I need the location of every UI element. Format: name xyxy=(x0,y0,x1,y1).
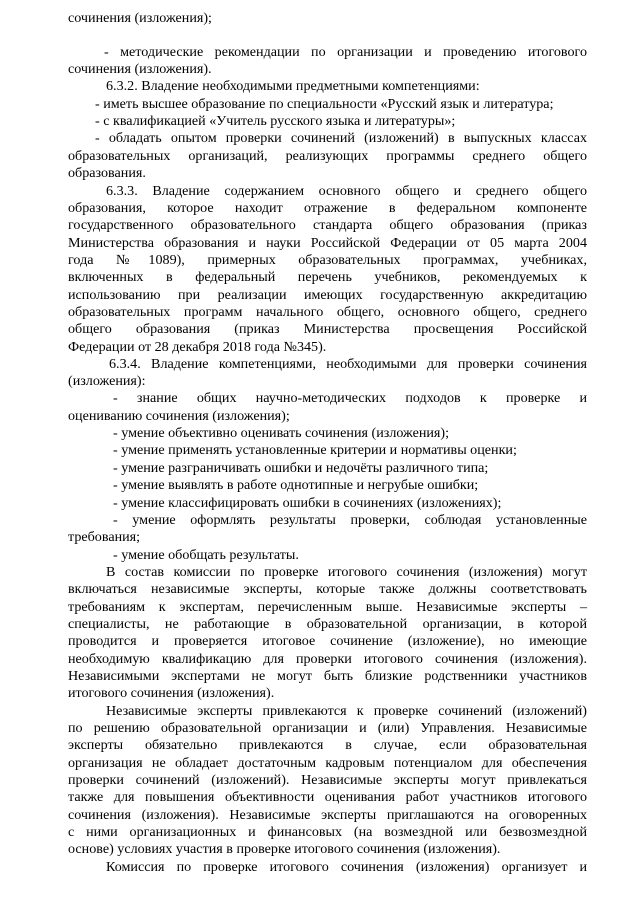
text-line: специалисты, не работающие в образовательной организации, в которой xyxy=(68,616,587,632)
text-line: В состав комиссии по проверке итогового сочинения (изложения) могут xyxy=(106,564,587,580)
text-line: - умение выявлять в работе однотипные и негрубые ошибки; xyxy=(113,477,479,493)
text-line: - умение обобщать результаты. xyxy=(113,547,299,563)
text-line: образовательных организаций, реализующих программы среднего общего xyxy=(68,148,587,164)
text-line: необходимую квалификацию для проверки итогового сочинения (изложения). xyxy=(68,651,587,667)
text-line: - знание общих научно-методических подходов к проверке и xyxy=(113,390,587,406)
text-line: по решению образовательной организации и (или) Управления. Независимые xyxy=(68,720,587,736)
text-line: сочинения (изложения); xyxy=(68,10,212,26)
text-line: требования; xyxy=(68,529,141,545)
text-line: - обладать опытом проверки сочинений (изложений) в выпускных классах xyxy=(95,130,587,146)
text-line: года №1089), примерных образовательных программах, учебниках, xyxy=(68,252,587,268)
text-line: включаться независимые эксперты, которые также должны соответствовать xyxy=(68,581,587,597)
text-line: - умение разграничивать ошибки и недочёты различного типа; xyxy=(113,460,489,476)
text-line: оцениванию сочинения (изложения); xyxy=(68,408,290,424)
text-line: организация не обладает достаточным кадровым потенциалом для обеспечения xyxy=(68,755,587,771)
text-line: эксперты обязательно привлекаются в случае, если образовательная xyxy=(68,737,587,753)
text-line: итогового сочинения (изложения). xyxy=(68,685,275,701)
text-line: - с квалификацией «Учитель русского языка и литературы»; xyxy=(95,113,456,129)
text-line: 6.3.3. Владение содержанием основного общего и среднего общего xyxy=(106,183,587,199)
text-line: (изложения): xyxy=(68,373,146,389)
text-line: сочинения (изложения). Независимые эксперты приглашаются на оговоренных xyxy=(68,807,587,823)
text-line: - методические рекомендации по организации и проведению итогового xyxy=(104,44,587,60)
text-line: также для повышения объективности оценивания работ участников итогового xyxy=(68,789,587,805)
text-line: проверки сочинений (изложений). Независимые эксперты могут привлекаться xyxy=(68,772,587,788)
text-line: - умение оформлять результаты проверки, соблюдая установленные xyxy=(113,512,587,528)
text-line: требованиям к экспертам, перечисленным выше. Независимые эксперты – xyxy=(68,599,587,615)
text-line: - иметь высшее образование по специальности «Русский язык и литература; xyxy=(95,96,554,112)
text-line: включенных в федеральный перечень учебников, рекомендуемых к xyxy=(68,269,587,285)
text-line: сочинения (изложения). xyxy=(68,61,212,77)
text-line: образования, которое находит отражение в федеральном компоненте xyxy=(68,200,587,216)
text-line: общего образования (приказ Министерства просвещения Российской xyxy=(68,321,587,337)
text-line: 6.3.4. Владение компетенциями, необходимыми для проверки сочинения xyxy=(109,356,587,372)
text-line: основе) условиях участия в проверке итогового сочинения (изложения). xyxy=(68,841,501,857)
text-line: Независимые эксперты привлекаются к проверке сочинений (изложений) xyxy=(106,703,587,719)
text-line: - умение объективно оценивать сочинения (изложения); xyxy=(113,425,450,441)
text-line: государственного образовательного стандарта общего образования (приказ xyxy=(68,217,587,233)
text-line: - умение применять установленные критерии и нормативы оценки; xyxy=(113,442,517,458)
text-line: Комиссия по проверке итогового сочинения (изложения) организует и xyxy=(106,859,587,875)
text-line: использованию при реализации имеющих государственную аккредитацию xyxy=(68,287,587,303)
text-line: образовательных программ начального общего, основного общего, среднего xyxy=(68,304,587,320)
text-line: образования. xyxy=(68,165,146,181)
text-line: Федерации от 28 декабря 2018 года №345). xyxy=(68,339,327,355)
text-line: проводится и проверяется итоговое сочинение (изложение), но имеющие xyxy=(68,633,587,649)
text-line: Министерства образования и науки Российской Федерации от 05 марта 2004 xyxy=(68,235,587,251)
text-line: 6.3.2. Владение необходимыми предметными компетенциями: xyxy=(106,78,480,94)
text-line: Независимыми экспертами не могут быть близкие родственники участников xyxy=(68,668,587,684)
text-line: - умение классифицировать ошибки в сочинениях (изложениях); xyxy=(113,495,502,511)
text-line: с ними организационных и финансовых (на возмездной или безвозмездной xyxy=(68,824,587,840)
